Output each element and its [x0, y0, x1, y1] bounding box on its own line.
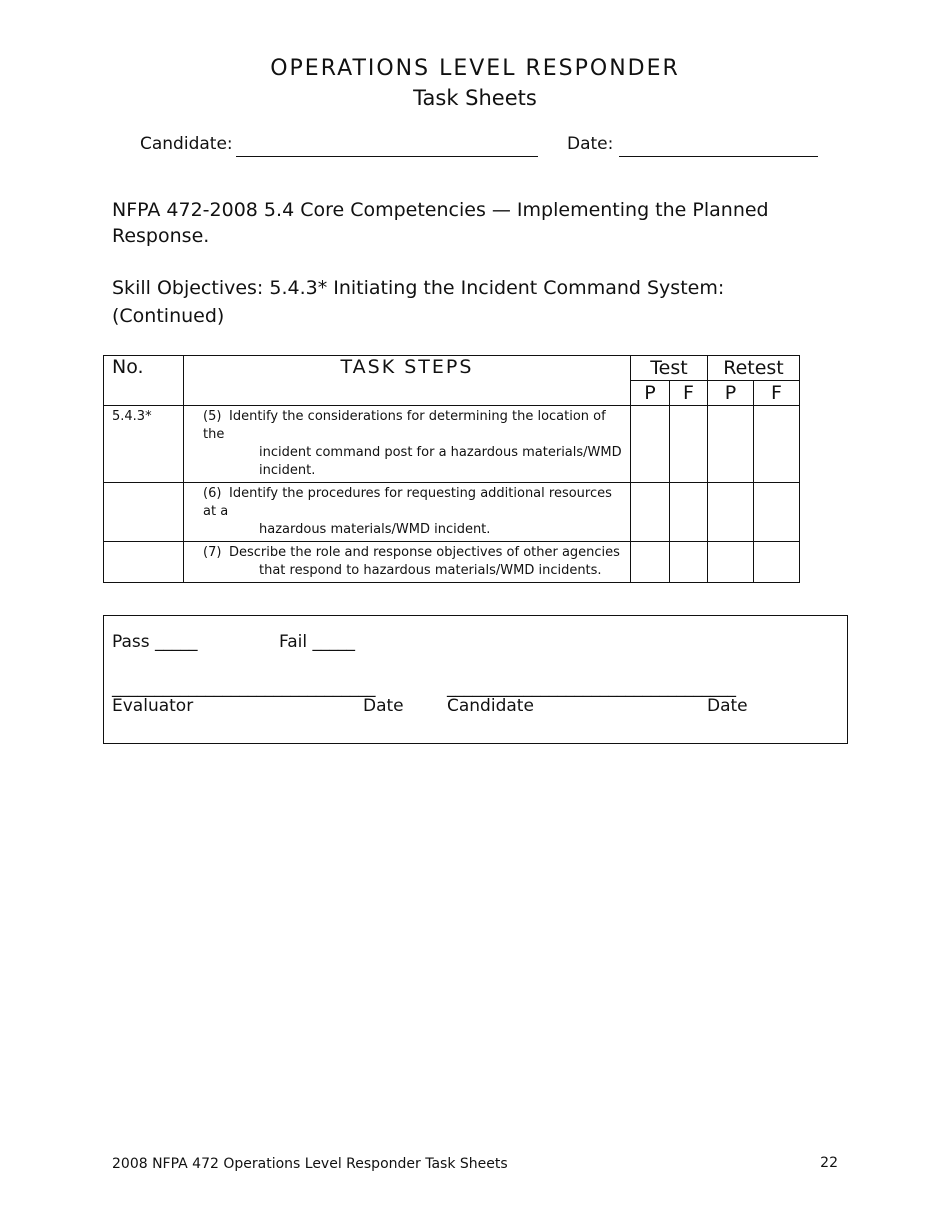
- step-number: (6): [203, 486, 222, 501]
- step-text-continued: that respond to hazardous materials/WMD incidents.: [259, 563, 602, 578]
- page-title: OPERATIONS LEVEL RESPONDER: [270, 56, 680, 81]
- task-steps-table: [103, 355, 800, 583]
- step-text: Identify the considerations for determining the location of the: [203, 409, 606, 442]
- candidate-signature-line[interactable]: __________________________________: [447, 678, 736, 698]
- test-pass-cell[interactable]: [631, 483, 670, 542]
- fail-field[interactable]: Fail _____: [279, 632, 355, 652]
- evaluation-result-box: [103, 615, 848, 744]
- column-header-task-steps: TASK STEPS: [184, 356, 631, 406]
- row-number: [104, 483, 184, 542]
- row-number: 5.4.3*: [104, 406, 184, 483]
- standard-heading: NFPA 472-2008 5.4 Core Competencies — Implementing the Planned Response.: [112, 199, 769, 247]
- step-text: Identify the procedures for requesting additional resources at a: [203, 486, 612, 519]
- step-text-continued: hazardous materials/WMD incident.: [259, 522, 491, 537]
- candidate-signature-label: Candidate: [447, 696, 534, 716]
- candidate-field[interactable]: [236, 156, 538, 157]
- retest-fail-cell[interactable]: [754, 406, 800, 483]
- evaluator-signature-line[interactable]: _______________________________: [112, 678, 376, 698]
- column-header-test-pass: P: [631, 381, 670, 406]
- candidate-label: Candidate:: [140, 134, 233, 154]
- retest-pass-cell[interactable]: [708, 542, 754, 583]
- step-text-continued: incident.: [259, 463, 316, 478]
- table-row: [104, 483, 800, 542]
- pass-field[interactable]: Pass _____: [112, 632, 198, 652]
- test-pass-cell[interactable]: [631, 406, 670, 483]
- task-step: [184, 483, 631, 542]
- task-step: [184, 406, 631, 483]
- test-fail-cell[interactable]: [670, 542, 708, 583]
- column-header-retest-fail: F: [754, 381, 800, 406]
- page-number: 22: [820, 1155, 838, 1171]
- column-header-retest-pass: P: [708, 381, 754, 406]
- evaluator-label: Evaluator: [112, 696, 194, 716]
- skill-objectives-heading: Skill Objectives: 5.4.3* Initiating the Incident Command System: (Continued): [112, 277, 725, 327]
- row-number: [104, 542, 184, 583]
- evaluator-date-label: Date: [363, 696, 404, 716]
- retest-pass-cell[interactable]: [708, 483, 754, 542]
- column-header-test-fail: F: [670, 381, 708, 406]
- test-fail-cell[interactable]: [670, 406, 708, 483]
- step-text: Describe the role and response objectives of other agencies: [229, 545, 620, 560]
- task-step: [184, 542, 631, 583]
- footer-text: 2008 NFPA 472 Operations Level Responder Task Sheets: [112, 1156, 508, 1172]
- candidate-date-label: Date: [707, 696, 748, 716]
- retest-fail-cell[interactable]: [754, 483, 800, 542]
- column-header-retest: Retest: [708, 356, 800, 381]
- retest-fail-cell[interactable]: [754, 542, 800, 583]
- table-row: [104, 542, 800, 583]
- step-text-continued: incident command post for a hazardous materials/WMD: [259, 445, 622, 460]
- column-header-test: Test: [631, 356, 708, 381]
- test-fail-cell[interactable]: [670, 483, 708, 542]
- retest-pass-cell[interactable]: [708, 406, 754, 483]
- test-pass-cell[interactable]: [631, 542, 670, 583]
- step-number: (7): [203, 545, 222, 560]
- column-header-no: No.: [104, 356, 184, 406]
- step-number: (5): [203, 409, 222, 424]
- date-label: Date:: [567, 134, 614, 154]
- table-row: [104, 406, 800, 483]
- page-subtitle: Task Sheets: [413, 86, 537, 110]
- date-field[interactable]: [619, 156, 818, 157]
